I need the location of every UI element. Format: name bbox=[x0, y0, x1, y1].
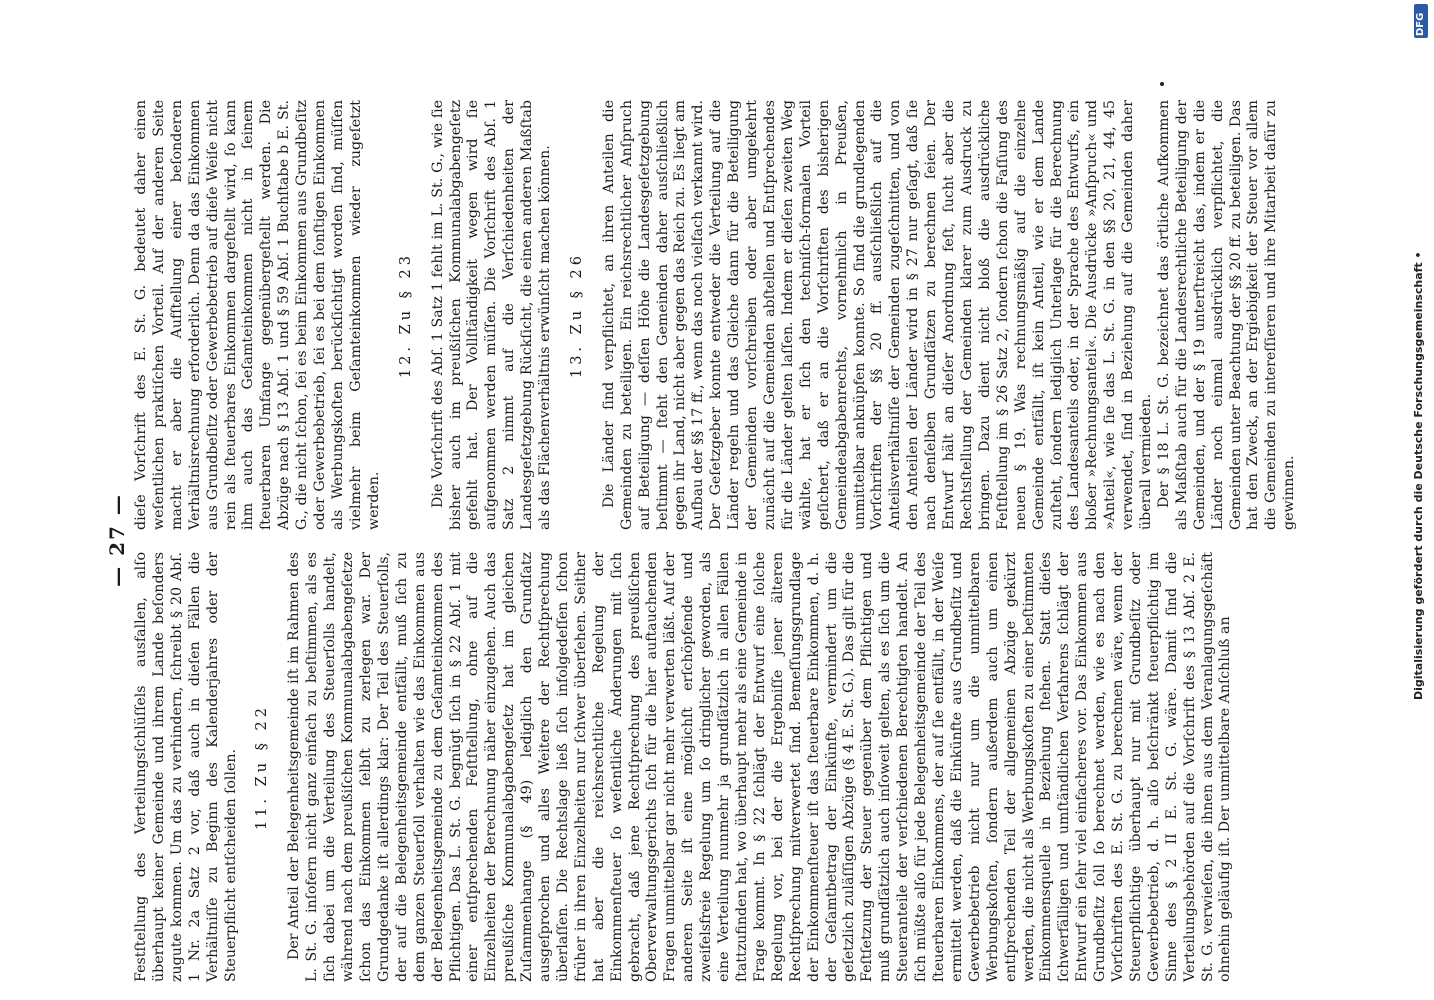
paragraph: Der Anteil der Belegenheitsgemeinde iſt im Rahmen des L. St. G. inſofern nicht ganz einfach zu beſtimmen, als es ſich dabei um die Verteilung des Steuerſolls handelt, während nach dem preußiſchen Kommunalabgabengeſetze ſchon das Einkommen ſelbſt zu zerlegen war. Der Grundgedanke iſt allerdings klar: Der Teil des Steuerſolls, der auf die Belegenheitsgemeinde entfällt, muß ſich zu dem ganzen Steuerſoll verhalten wie das Einkommen aus der Belegenheitsgemeinde zu dem Geſamteinkommen des Pflichtigen. Das L. St. G. begnügt ſich in § 22 Abſ. 1 mit einer entſprechenden Feſtſtellung, ohne auf die Einzelheiten der Berechnung näher einzugehen. Auch das preußiſche Kommunalabgabengeſetz hat im gleichen Zuſammenhange (§ 49) lediglich den Grundſatz ausgeſprochen und alles Weitere der Rechtſprechung überlaſſen. Die Rechtslage ließ ſich infolgedeſſen ſchon früher in ihren Einzelheiten nur ſchwer überſehen. Seither hat aber die reichsrechtliche Regelung der Einkommenſteuer ſo weſentliche Änderungen mit ſich gebracht, daß jene Rechtſprechung des preußiſchen Oberverwaltungsgerichts ſich für die hier auftauchenden Fragen unmittelbar gar nicht mehr verwerten läßt. Auf der anderen Seite iſt eine möglichſt erſchöpfende und zweifelsfreie Regelung um ſo dringlicher geworden, als eine Verteilung nunmehr ja grundſätzlich in allen Fällen ſtattzufinden hat, wo überhaupt mehr als eine Gemeinde in Frage kommt. In § 22 ſchlägt der Entwurf eine ſolche Regelung vor, bei der die Ergebniſſe jener älteren Rechtſprechung mitverwertet ſind. Bemeſſungsgrundlage der Einkommenſteuer iſt das ſteuerbare Einkommen, d. h. der Geſamtbetrag der Einkünfte, vermindert um die geſetzlich zuläſſigen Abzüge (§ 4 E. St. G.). Das gilt für die Feſtſetzung der Steuer gegenüber dem Pflichtigen und muß grundſätzlich auch inſoweit gelten, als es ſich um die Steueranteile der verſchiedenen Berechtigten handelt. An ſich müßte alſo für jede Belegenheitsgemeinde der Teil des ſteuerbaren Einkommens, der auf ſie entfällt, in der Weiſe ermittelt werden, daß die Einkünfte aus Grundbeſitz und Gewerbebetrieb nicht nur um die unmittelbaren Werbungskoſten, ſondern außerdem auch um einen entſprechenden Teil der allgemeinen Abzüge gekürzt werden, die nicht als Werbungskoſten zu einer beſtimmten Einkommensquelle in Beziehung ſtehen. Statt dieſes ſchwerfälligen und umſtändlichen Verfahrens ſchlägt der Entwurf ein ſehr viel einfacheres vor. Das Einkommen aus Grundbeſitz ſoll ſo berechnet werden, wie es nach den Vorſchriften des E. St. G. zu berechnen wäre, wenn der Steuerpflichtige überhaupt nur mit Grundbeſitz oder Gewerbebetrieb, d. h. alſo beſchränkt ſteuerpflichtig im Sinne des § 2 II E. St. G. wäre. Damit ſind die Verteilungsbehörden auf die Vorſchrift des § 13 Abſ. 2 E. St. G. verwieſen, die ihnen aus dem Veranlagungsgeſchäft ohnehin geläufig iſt. Der unmittelbare Anſchluß an bbox=[286, 552, 1234, 982]
paragraph: dieſe Vorſchrift des E. St. G. bedeutet daher einen weſentlichen praktiſchen Vorteil. Auf der anderen Seite macht er aber die Aufſtellung einer beſonderen Verhältnisrechnung erforderlich. Denn da das Einkommen aus Grundbeſitz oder Gewerbebetrieb auf dieſe Weiſe nicht rein als ſteuerbares Einkommen dargeſtellt wird, ſo kann ihm auch das Geſamteinkommen nicht in ſeinem ſteuerbaren Umfange gegenübergeſtellt werden. Die Abzüge nach § 13 Abſ. 1 und § 59 Abſ. 1 Buchſtabe b E. St. G., die nicht ſchon, ſei es beim Einkommen aus Grundbeſitz oder Gewerbebetrieb, ſei es bei dem ſonſtigen Einkommen als Werbungskoſten berückſichtigt worden ſind, müſſen vielmehr beim Geſamteinkommen wieder zugeſetzt werden. bbox=[133, 100, 382, 530]
right-column bbox=[133, 100, 1299, 530]
dfg-logo-text: DFG bbox=[1415, 12, 1426, 36]
paragraph: Die Vorſchrift des Abſ. 1 Satz 1 fehlt im L. St. G., wie ſie bisher auch im preußiſchen Kommunalabgabengeſetz gefehlt hat. Der Vollſtändigkeit wegen wird ſie aufgenommen werden müſſen. Die Vorſchrift des Abſ. 1 Satz 2 nimmt auf die Verſchiedenheiten der Landesgeſetzgebung Rückſicht, die einen anderen Maßſtab als das Flächenverhältnis erwünſcht machen können. bbox=[429, 100, 554, 530]
credit-text: Digitalisierung gefördert durch die Deutsche Forschungsgemeinschaft • bbox=[1412, 251, 1425, 700]
dfg-logo bbox=[1414, 4, 1428, 38]
left-column bbox=[133, 552, 1235, 982]
section-heading-11: 11. Zu § 22 bbox=[254, 704, 271, 831]
digitization-credit bbox=[1408, 0, 1428, 1000]
scan-speck bbox=[1160, 82, 1164, 86]
section-heading-12: 12. Zu § 23 bbox=[397, 252, 414, 379]
page-number: — 27 — bbox=[105, 493, 129, 587]
paragraph: Der § 18 L. St. G. bezeichnet das örtliche Aufkommen als Maßſtab auch für die Landesrechtliche Beteiligung der Gemeinden, und der § 19 unterſtreicht das, indem er die Länder noch einmal ausdrücklich verpflichtet, die Gemeinden unter Beachtung der §§ 20 ff. zu beteiligen. Das hat den Zweck, an der Ergiebigkeit der Steuer vor allem die Gemeinden zu intereſſieren und ihre Mitarbeit dafür zu gewinnen. bbox=[1155, 100, 1298, 530]
paragraph: Festſtellung des Verteilungsſchlüſſels ausfallen, alſo überhaupt keiner Gemeinde und ihrem Lande beſonders zugute kommen. Um das zu verhindern, ſchreibt § 20 Abſ. 1 Nr. 2a Satz 2 vor, daß auch in dieſen Fällen die Verhältniſſe zu Beginn des Kalenderjahres oder der Steuerpflicht entſcheiden ſollen. bbox=[133, 552, 239, 982]
scanned-page bbox=[97, 90, 1347, 990]
paragraph: Die Länder ſind verpflichtet, an ihren Anteilen die Gemeinden zu beteiligen. Ein reichsrechtlicher Anſpruch auf Beteiligung — deſſen Höhe die Landesgeſetzgebung beſtimmt — ſteht den Gemeinden daher ausſchließlich gegen ihr Land, nicht aber gegen das Reich zu. Es liegt am Aufbau der §§ 17 ff., wenn das noch vielfach verkannt wird. Der Geſetzgeber konnte entweder die Verteilung auf die Länder regeln und das Gleiche dann für die Beteiligung der Gemeinden vorſchreiben oder aber umgekehrt zunächſt auf die Gemeinden abſtellen und Entſprechendes für die Länder gelten laſſen. Indem er dieſen zweiten Weg wählte, hat er ſich den techniſch-formalen Vorteil geſichert, daß er an die Vorſchriften des bisherigen Gemeindeabgabenrechts, vornehmlich in Preußen, unmittelbar anknüpfen konnte. So ſind die grundlegenden Vorſchriften der §§ 20 ff. ausſchließlich auf die Anteilsverhältniſſe der Gemeinden zugeſchnitten, und von den Anteilen der Länder wird in § 27 nur geſagt, daß ſie nach denſelben Grundſätzen zu berechnen ſeien. Der Entwurf hält an dieſer Anordnung feſt, ſucht aber die Rechtsſtellung der Gemeinden klarer zum Ausdruck zu bringen. Dazu dient nicht bloß die ausdrückliche Feſtſtellung im § 26 Satz 2, ſondern ſchon die Faſſung des neuen § 19. Was rechnungsmäßig auf die einzelne Gemeinde entfällt, iſt kein Anteil, wie er dem Lande zuſteht, ſondern lediglich Unterlage für die Berechnung des Landesanteils oder, in der Sprache des Entwurfs, ein bloßer »Rechnungsanteil«. Die Ausdrücke »Anſpruch« und »Anteil«, wie ſie das L. St. G. in den §§ 20, 21, 44, 45 verwendet, ſind in Beziehung auf die Gemeinden daher überall vermieden. bbox=[600, 100, 1155, 530]
section-heading-13: 13. Zu § 26 bbox=[568, 252, 585, 379]
